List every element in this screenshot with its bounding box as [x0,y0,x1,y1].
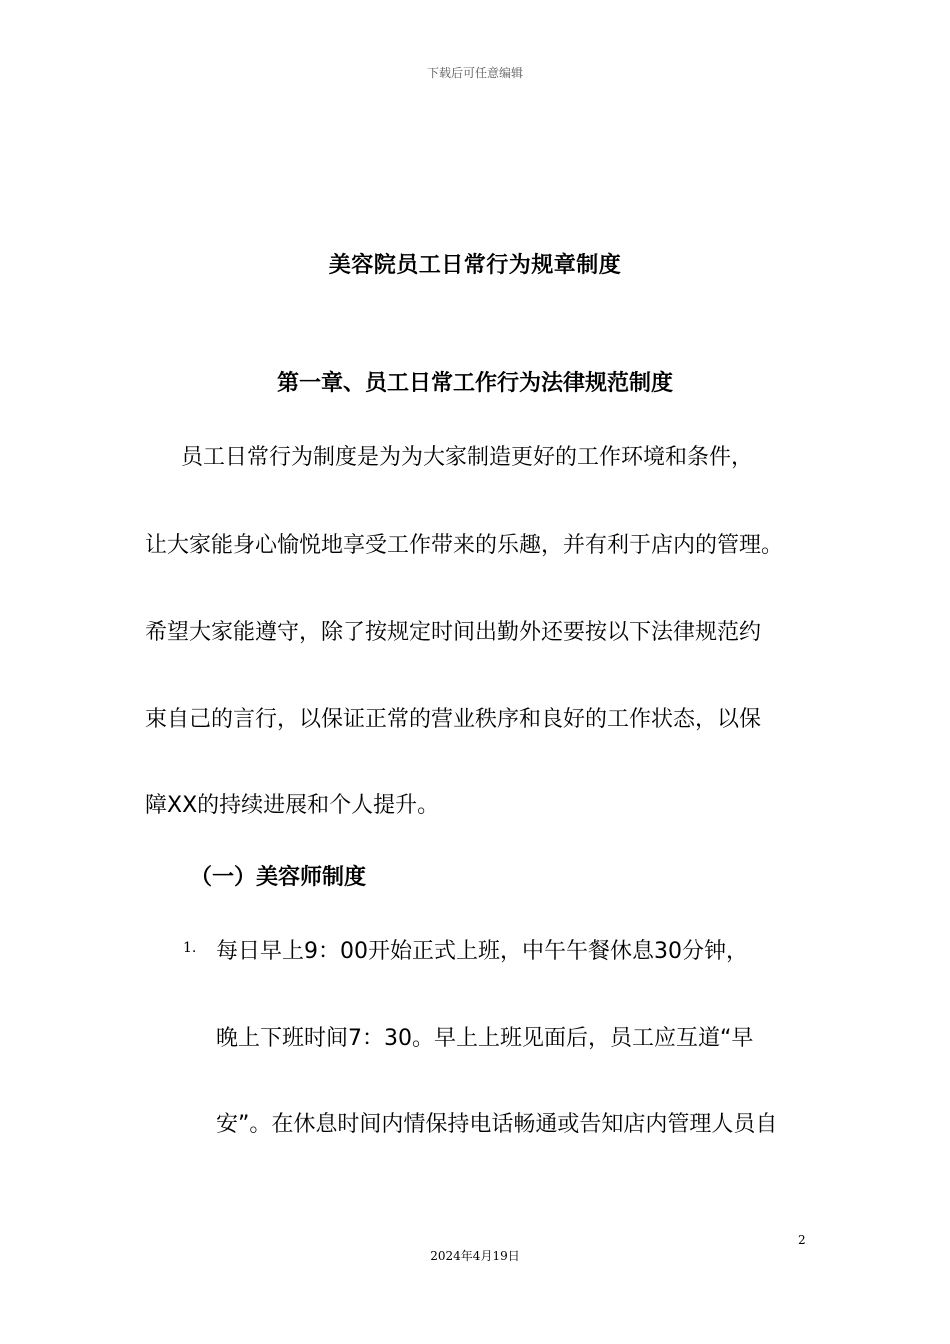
header-note: 下载后可任意编辑 [426,66,523,80]
intro-line: 员工日常行为制度是为为大家制造更好的工作环境和条件， [181,445,754,470]
section-heading: （一）美容师制度 [190,865,367,890]
footer-date: 2024年4月19日 [430,1249,520,1263]
intro-line: 让大家能身心愉悦地享受工作带来的乐趣，并有利于店内的管理。 [145,533,784,558]
document-title: 美容院员工日常行为规章制度 [328,253,622,278]
chapter-title: 第一章、员工日常工作行为法律规范制度 [276,371,673,396]
list-item-number: 1. [183,940,197,956]
intro-line: 束自己的言行，以保证正常的营业秩序和良好的工作状态，以保 [145,707,762,732]
intro-line: 障XX的持续进展和个人提升。 [145,793,440,818]
intro-line: 希望大家能遵守，除了按规定时间出勤外还要按以下法律规范约 [145,620,762,645]
page-number: 2 [798,1233,806,1247]
list-item-line: 每日早上9：00开始正式上班，中午午餐休息30分钟， [216,939,748,964]
list-item-line: 安”。在休息时间内情保持电话畅通或告知店内管理人员自 [216,1112,778,1137]
list-item-line: 晚上下班时间7：30。早上上班见面后，员工应互道“早 [216,1026,754,1051]
